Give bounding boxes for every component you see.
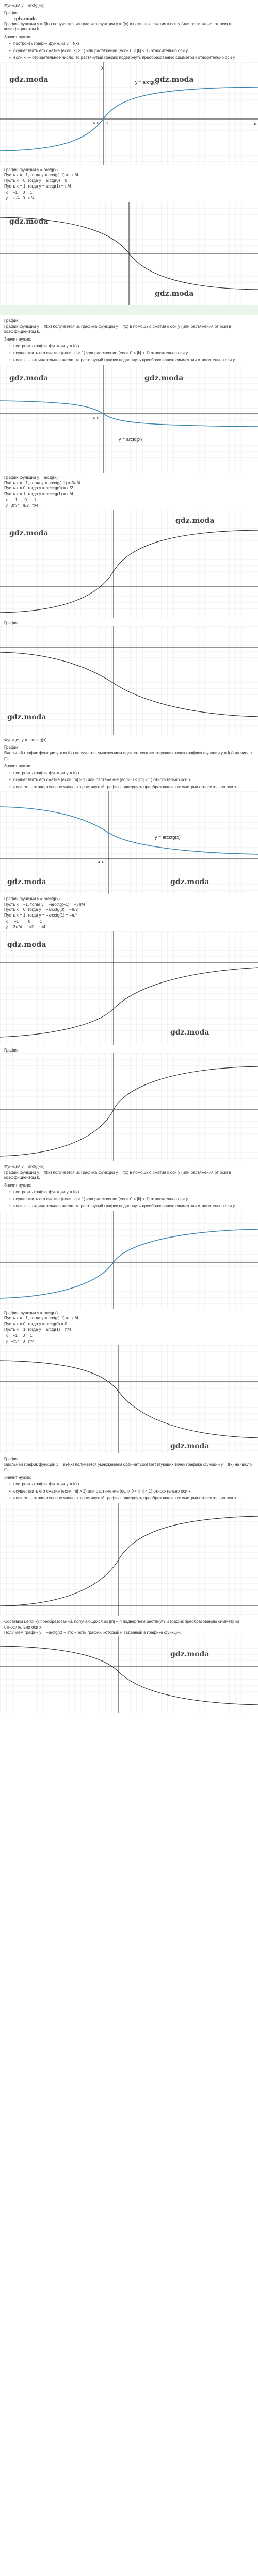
point-line: Пусть x = 0, тогда y = arctg(0) = 0 xyxy=(4,1321,67,1326)
table-cell: 0 xyxy=(24,498,27,503)
table-cell: x xyxy=(6,498,8,503)
watermark: gdz.moda xyxy=(9,217,49,226)
list-item: • построить график функции y = f(x) xyxy=(9,41,255,47)
svg-text:−4: −4 xyxy=(96,861,100,865)
list-item: • осуществить его сжатие (если |m| > 1) или растяжение (если 0 < |m| < 1) относительно оси x xyxy=(9,777,255,783)
function-title: Функция y = −arcctg(x) xyxy=(4,737,47,742)
graph-4 xyxy=(0,510,258,618)
svg-text:x: x xyxy=(254,121,256,126)
watermark: gdz.moda xyxy=(7,878,46,887)
section-4-text-2 xyxy=(0,1453,258,1501)
values-table xyxy=(4,190,36,201)
section-4 xyxy=(0,1045,258,1054)
section-2 xyxy=(0,315,258,363)
steps-list xyxy=(9,1482,255,1501)
watermark: gdz.moda xyxy=(170,878,209,887)
graph-heading: График: xyxy=(4,1456,20,1462)
point-line: Пусть x = −1, тогда y = arctg(−1) = −π/4 xyxy=(4,1316,78,1321)
graph-7 xyxy=(0,931,258,1045)
rule-description: Вдольней график функции y = m·f(x) получается умножением ординат соответствующих точек графика функции y = f(x) на число m. xyxy=(4,1462,252,1472)
point-line: Пусть x = 0, тогда y = arctg(0) = 0 xyxy=(4,178,67,183)
table-cell: π/4 xyxy=(28,1338,35,1344)
graph-heading: График: xyxy=(4,318,20,324)
graph-svg xyxy=(0,1053,258,1161)
svg-text:0: 0 xyxy=(97,121,99,125)
point-line: Пусть x = −1, тогда y = arctg(−1) = −π/4 xyxy=(4,173,78,178)
table-cell: −1 xyxy=(12,498,18,503)
list-item: • построить график функции y = f(x) xyxy=(9,771,255,776)
table-cell: −1 xyxy=(12,1333,18,1338)
point-line: Пусть x = −1, тогда y = arcctg(−1) = 3π/4 xyxy=(4,480,80,485)
graph-2 xyxy=(0,202,258,315)
values-table xyxy=(4,919,47,930)
section-1-points xyxy=(0,165,258,201)
point-line: Пусть x = 1, тогда y = −arcctg(1) = −π/4 xyxy=(4,912,78,918)
graph-svg xyxy=(0,931,258,1045)
watermark: gdz.moda xyxy=(170,1442,209,1451)
table-cell: y xyxy=(6,924,8,929)
list-item: • осуществить его сжатие (если |k| > 1) или растяжение (если 0 < |k| < 1) относительно оси y xyxy=(9,48,255,54)
watermark: gdz.moda xyxy=(14,16,37,22)
graph-9 xyxy=(0,1211,258,1309)
separator-band xyxy=(0,305,258,315)
section-3-points xyxy=(0,894,258,930)
table-cell: y xyxy=(6,195,8,200)
steps-list xyxy=(9,344,255,363)
list-item: • если m — отрицательное число, то растянутый график подвернуть преобразованию симметрии относительно оси x xyxy=(9,1496,255,1501)
values-table xyxy=(4,1333,36,1344)
values-table xyxy=(4,498,40,509)
graph-6 xyxy=(0,791,258,894)
table-cell: −π/4 xyxy=(37,924,46,929)
table-cell: y xyxy=(6,503,8,508)
table-cell: −1 xyxy=(14,919,19,924)
curve-label: y = arctg(x) xyxy=(119,437,142,443)
graph-svg xyxy=(0,365,258,473)
need-heading: Значит нужно: xyxy=(4,1182,31,1188)
curve-label: y = arctg(x) xyxy=(135,79,159,85)
table-cell: 3π/4 xyxy=(11,503,20,508)
svg-text:y: y xyxy=(101,64,104,70)
graph-heading: График: xyxy=(4,745,20,750)
conclusion-text: Составим цепочку преобразований, получающихся из |m| − n подвергнем растянутый график преобразованию симметрии относительно оси x. xyxy=(4,1619,239,1630)
table-cell: −1 xyxy=(12,190,18,195)
graph-svg xyxy=(0,510,258,618)
table-cell: π/4 xyxy=(28,195,35,200)
watermark: gdz.moda xyxy=(170,1028,209,1037)
rule-description: График функции y = f(kx) получается из графика функции y = f(x) в помощью сжатия к оси y (или растяжения от оси) в коэффициентом k. xyxy=(4,1170,231,1180)
graph-caption: График функции y = arctg(x) xyxy=(4,1310,58,1315)
section-4-text xyxy=(0,1161,258,1209)
table-cell: 0 xyxy=(22,1338,25,1344)
point-line: Пусть x = 1, тогда y = arctg(1) = π/4 xyxy=(4,1327,71,1332)
point-line: Пусть x = −1, тогда y = −arcctg(−1) = −3π/4 xyxy=(4,902,85,907)
table-cell: −π/2 xyxy=(25,924,34,929)
point-line: Пусть x = 0, тогда y = arcctg(0) = π/2 xyxy=(4,486,73,491)
svg-text:0: 0 xyxy=(102,861,104,865)
graph-3 xyxy=(0,365,258,473)
table-cell: 0 xyxy=(22,195,25,200)
need-heading: Значит нужно: xyxy=(4,764,31,769)
svg-text:0: 0 xyxy=(97,417,99,421)
list-item: • если k — отрицательное число, то растянутый график подвернуть преобразованию симметрии относительно оси y xyxy=(9,1204,255,1209)
steps-list xyxy=(9,771,255,790)
table-cell: 1 xyxy=(30,190,33,195)
svg-text:1: 1 xyxy=(106,121,108,125)
table-cell: 0 xyxy=(22,190,25,195)
table-cell: 0 xyxy=(22,1333,25,1338)
need-heading: Значит нужно: xyxy=(4,336,31,342)
graph-svg xyxy=(0,1503,258,1616)
table-cell: x xyxy=(6,1333,8,1338)
graph-svg xyxy=(0,1211,258,1309)
watermark: gdz.moda xyxy=(7,940,46,949)
section-1 xyxy=(0,0,258,61)
section-3 xyxy=(0,618,258,626)
final-text xyxy=(0,1616,258,1636)
svg-text:−4: −4 xyxy=(91,121,95,125)
need-heading: Значит нужно: xyxy=(4,34,31,39)
function-title: Функция y = arctg(−x) xyxy=(4,1164,45,1170)
graph-caption: График функции y = arctg(x) xyxy=(4,167,58,172)
need-heading: Значит нужно: xyxy=(4,1475,31,1480)
table-cell: x xyxy=(6,919,8,924)
table-cell: 1 xyxy=(30,1333,33,1338)
watermark: gdz.moda xyxy=(9,75,49,84)
rule-description: График функции y = f(kx) получается из графика функции y = f(x) в помощью сжатия к оси y (или растяжения от оси) в коэффициентом k. xyxy=(4,324,231,334)
list-item: • осуществить его сжатие (если |k| > 1) или растяжение (если 0 < |k| < 1) относительно оси y xyxy=(9,1197,255,1202)
section-4-points xyxy=(0,1309,258,1344)
graph-12 xyxy=(0,1636,258,1713)
table-cell: −π/4 xyxy=(11,195,20,200)
watermark: gdz.moda xyxy=(175,517,215,526)
graph-svg xyxy=(0,626,258,735)
list-item: • построить график функции y = f(x) xyxy=(9,1482,255,1487)
point-line: Пусть x = 0, тогда y = −arcctg(0) = −π/2 xyxy=(4,907,78,912)
point-line: Пусть x = 1, тогда y = arcctg(1) = π/4 xyxy=(4,491,73,496)
table-cell: π/4 xyxy=(31,503,39,508)
function-title: Функция y = arctg(−x) xyxy=(4,3,45,8)
point-line: Пусть x = 1, тогда y = arctg(1) = π/4 xyxy=(4,183,71,189)
graph-heading: График: xyxy=(4,10,20,15)
table-cell: π/2 xyxy=(22,503,29,508)
list-item: • если k — отрицательное число, то растянутый график подвернуть преобразованию симметрии относительно оси y xyxy=(9,55,255,61)
steps-list xyxy=(9,41,255,61)
graph-svg xyxy=(0,62,258,165)
list-item: • если k — отрицательное число, то растянутый график подвернуть преобразованию симметрии относительно оси y xyxy=(9,358,255,363)
rule-description: Вдольней график функции y = m·f(x) получается умножением ординат соответствующих точек графика функции y = f(x) на число m. xyxy=(4,750,252,761)
steps-list xyxy=(9,1190,255,1209)
table-cell: −3π/4 xyxy=(11,924,22,929)
graph-heading: График: xyxy=(4,621,20,626)
watermark: gdz.moda xyxy=(9,374,49,383)
graph-svg xyxy=(0,1345,258,1453)
curve-label: y = arcctg(x) xyxy=(155,835,181,840)
table-cell: y xyxy=(6,1338,8,1344)
watermark: gdz.moda xyxy=(144,374,184,383)
svg-text:−4: −4 xyxy=(91,417,95,421)
watermark: gdz.moda xyxy=(155,290,194,298)
graph-heading: График: xyxy=(4,1047,20,1053)
graph-8 xyxy=(0,1053,258,1161)
list-item: • осуществить его сжатие (если |k| > 1) или растяжение (если 0 < |k| < 1) относительно оси y xyxy=(9,351,255,357)
table-cell: −π/4 xyxy=(11,1338,20,1344)
graph-svg xyxy=(0,791,258,894)
graph-svg xyxy=(0,1636,258,1713)
watermark: gdz.moda xyxy=(7,713,46,721)
table-cell: x xyxy=(6,190,8,195)
table-cell: 0 xyxy=(28,919,30,924)
list-item: • если m — отрицательное число, то растянутый график подвернуть преобразованию симметрии относительно оси x xyxy=(9,785,255,790)
table-cell: 1 xyxy=(34,498,37,503)
graph-11 xyxy=(0,1503,258,1616)
watermark: gdz.moda xyxy=(155,75,194,84)
graph-caption: График функции y = arctg(x) xyxy=(4,475,58,480)
section-2-points xyxy=(0,473,258,509)
graph-caption: График функции y = arcctg(x) xyxy=(4,896,60,902)
graph-svg xyxy=(0,202,258,305)
graph-5 xyxy=(0,626,258,735)
graph-1 xyxy=(0,62,258,165)
rule-description: График функции y = f(kx) получается из графика функции y = f(x) в помощью сжатия к оси y (или растяжения от оси) в коэффициентом k. xyxy=(4,21,231,32)
watermark: gdz.moda xyxy=(9,529,49,538)
watermark: gdz.moda xyxy=(170,1650,209,1658)
list-item: • построить график функции y = f(x) xyxy=(9,1190,255,1195)
section-3-text xyxy=(0,735,258,790)
list-item: • осуществить его сжатие (если |m| > 1) или растяжение (если 0 < |m| < 1) относительно оси x xyxy=(9,1489,255,1495)
graph-10 xyxy=(0,1345,258,1453)
list-item: • построить график функции y = f(x) xyxy=(9,344,255,349)
table-cell: 1 xyxy=(40,919,42,924)
conclusion-text: Получаем график y = −arctg(x) − это и есть график, который и заданный в графике функции. xyxy=(4,1630,182,1635)
